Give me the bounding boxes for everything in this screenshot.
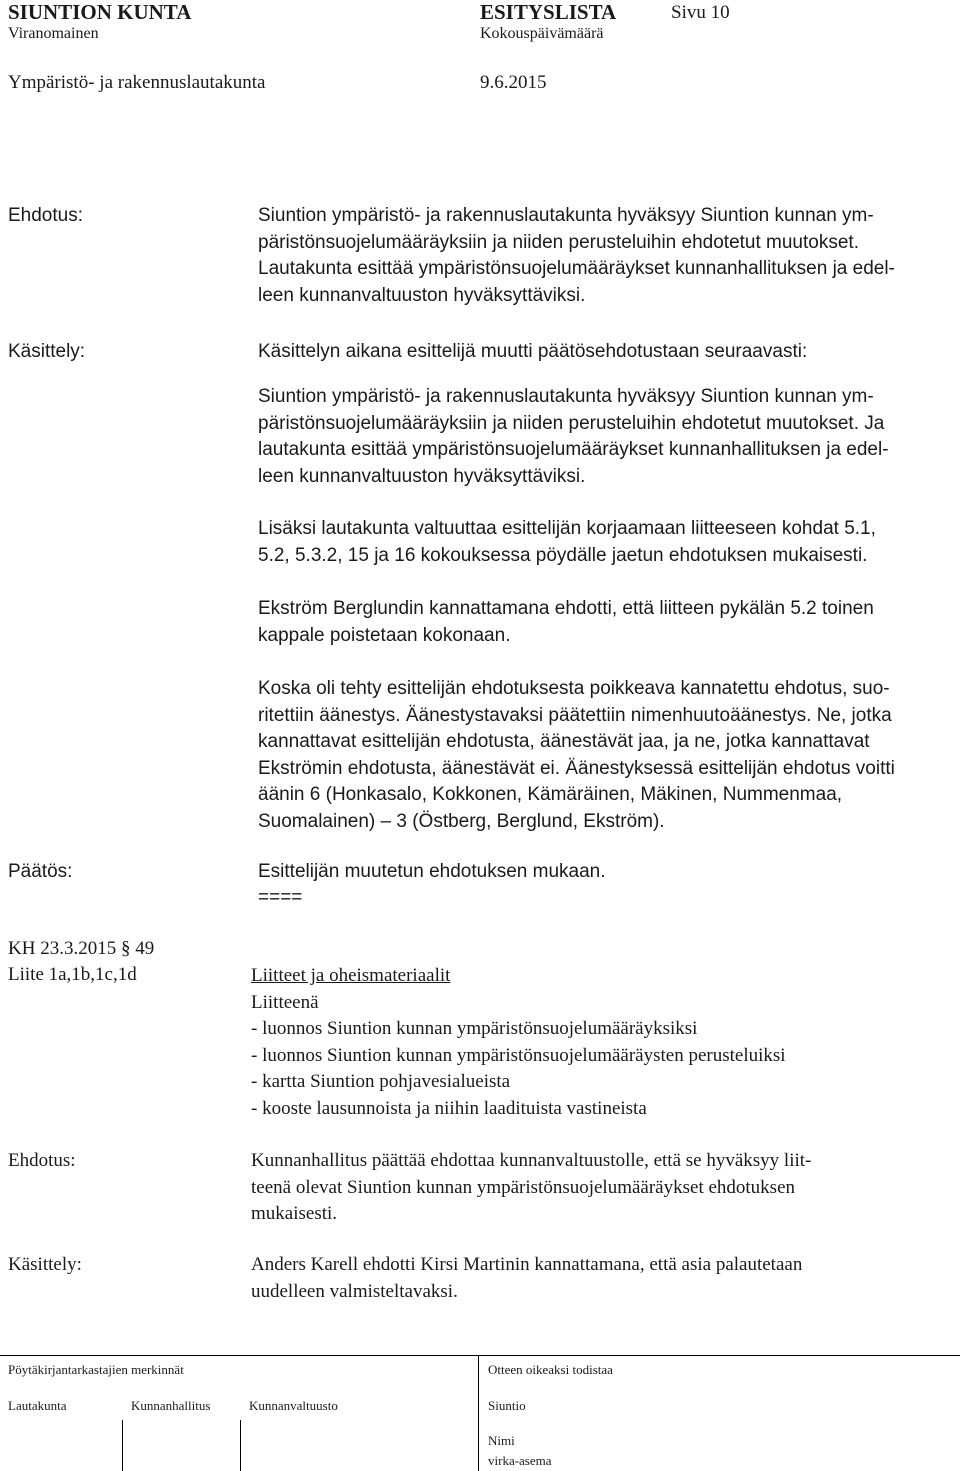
paatos-label: Päätös: bbox=[8, 861, 73, 882]
ehdotus-label: Ehdotus: bbox=[8, 205, 83, 226]
text-line: Suomalainen) – 3 (Östberg, Berglund, Ekström). bbox=[258, 810, 665, 832]
text-line: Siuntion ympäristö- ja rakennuslautakunta hyväksyy Siuntion kunnan ym- bbox=[258, 386, 874, 407]
authority-name: Ympäristö- ja rakennuslautakunta bbox=[8, 72, 266, 93]
text-line: Lautakunta esittää ympäristönsuojelumääräykset kunnanhallituksen ja edel- bbox=[258, 258, 895, 280]
footer-notes-label: Pöytäkirjantarkastajien merkinnät bbox=[8, 1362, 184, 1377]
footer-column-divider bbox=[478, 1355, 479, 1471]
footer-place: Siuntio bbox=[488, 1398, 526, 1413]
reference-kh: KH 23.3.2015 § 49 bbox=[8, 938, 155, 959]
document-type: ESITYSLISTA bbox=[480, 0, 617, 24]
text-line: kannattavat esittelijän ehdotusta, äänestävät jaa, ja ne, jotka kannattavat bbox=[258, 731, 870, 753]
attachment-item: - kartta Siuntion pohjavesialueista bbox=[251, 1071, 511, 1093]
separator: ==== bbox=[258, 887, 303, 908]
authority-label: Viranomainen bbox=[8, 25, 99, 42]
text-line: leen kunnanvaltuuston hyväksyttäviksi. bbox=[258, 465, 586, 487]
kh-ehdotus-text bbox=[251, 1148, 811, 1228]
attachments-block bbox=[251, 963, 786, 1123]
kasittely-label: Käsittely: bbox=[8, 341, 86, 362]
footer-body-lautakunta: Lautakunta bbox=[8, 1398, 67, 1413]
text-line: Siuntion ympäristö- ja rakennuslautakunta hyväksyy Siuntion kunnan ym- bbox=[258, 205, 874, 226]
kasittely-paragraph-2 bbox=[258, 516, 876, 569]
attachment-item: - luonnos Siuntion kunnan ympäristönsuojelumääräysten perusteluiksi bbox=[251, 1044, 786, 1066]
kh-kasittely-text bbox=[251, 1252, 802, 1305]
attachments-heading: Liitteet ja oheismateriaalit bbox=[251, 965, 451, 986]
footer-title-label: virka-asema bbox=[488, 1453, 552, 1468]
text-line: mukaisesti. bbox=[251, 1203, 338, 1225]
attachment-item: - luonnos Siuntion kunnan ympäristönsuojelumääräyksiksi bbox=[251, 1018, 698, 1040]
text-line: Koska oli tehty esittelijän ehdotuksesta poikkeava kannatettu ehdotus, suo- bbox=[258, 678, 890, 699]
text-line: äänin 6 (Honkasalo, Kokkonen, Kämäräinen, Mäkinen, Nummenmaa, bbox=[258, 784, 843, 806]
footer-certified-label: Otteen oikeaksi todistaa bbox=[488, 1362, 613, 1377]
municipality-name: SIUNTION KUNTA bbox=[8, 0, 192, 24]
footer-left-vertical bbox=[122, 1420, 123, 1471]
footer-name-label: Nimi bbox=[488, 1433, 515, 1448]
footer-mid-vertical bbox=[240, 1420, 241, 1471]
text-line: Kunnanhallitus päättää ehdottaa kunnanvaltuustolle, että se hyväksyy liit- bbox=[251, 1150, 812, 1171]
kh-kasittely-label: Käsittely: bbox=[8, 1254, 82, 1275]
text-line: päristönsuojelumääräyksiin ja niiden perusteluihin ehdotetut muutokset. bbox=[258, 231, 859, 253]
kh-ehdotus-label: Ehdotus: bbox=[8, 1150, 76, 1171]
kasittely-intro: Käsittelyn aikana esittelijä muutti päätösehdotustaan seuraavasti: bbox=[258, 341, 808, 362]
attachments-subheading: Liitteenä bbox=[251, 991, 319, 1013]
text-line: Anders Karell ehdotti Kirsi Martinin kannattamana, että asia palautetaan bbox=[251, 1254, 803, 1275]
kasittely-paragraph-3 bbox=[258, 596, 874, 649]
text-line: teenä olevat Siuntion kunnan ympäristönsuojelumääräykset ehdotuksen bbox=[251, 1176, 796, 1198]
footer-body-kunnanhallitus: Kunnanhallitus bbox=[131, 1398, 211, 1413]
kasittely-paragraph-1 bbox=[258, 384, 889, 490]
reference-attachments: Liite 1a,1b,1c,1d bbox=[8, 964, 137, 985]
footer-divider bbox=[0, 1355, 960, 1356]
text-line: uudelleen valmisteltavaksi. bbox=[251, 1280, 458, 1302]
page-number: Sivu 10 bbox=[671, 2, 730, 23]
meeting-date: 9.6.2015 bbox=[480, 72, 547, 93]
text-line: Lisäksi lautakunta valtuuttaa esittelijän korjaamaan liitteeseen kohdat 5.1, bbox=[258, 518, 876, 539]
paatos-text: Esittelijän muutetun ehdotuksen mukaan. bbox=[258, 861, 606, 882]
date-label: Kokouspäivämäärä bbox=[480, 25, 604, 42]
text-line: Ekström Berglundin kannattamana ehdotti, että liitteen pykälän 5.2 toinen bbox=[258, 598, 874, 619]
text-line: 5.2, 5.3.2, 15 ja 16 kokouksessa pöydälle jaetun ehdotuksen mukaisesti. bbox=[258, 544, 868, 566]
text-line: kappale poistetaan kokonaan. bbox=[258, 624, 511, 646]
text-line: lautakunta esittää ympäristönsuojelumääräykset kunnanhallituksen ja edel- bbox=[258, 439, 889, 461]
text-line: ritettiin äänestys. Äänestystavaksi päätettiin nimenhuutoäänestys. Ne, jotka bbox=[258, 704, 892, 726]
text-line: Ekströmin ehdotusta, äänestävät ei. Äänestyksessä esittelijän ehdotus voitti bbox=[258, 757, 895, 779]
text-line: päristönsuojelumääräyksiin ja niiden perusteluihin ehdotetut muutokset. Ja bbox=[258, 412, 885, 434]
ehdotus-text bbox=[258, 203, 895, 309]
kasittely-paragraph-4 bbox=[258, 676, 895, 836]
text-line: leen kunnanvaltuuston hyväksyttäviksi. bbox=[258, 284, 586, 306]
attachment-item: - kooste lausunnoista ja niihin laadituista vastineista bbox=[251, 1097, 647, 1119]
footer-body-kunnanvaltuusto: Kunnanvaltuusto bbox=[249, 1398, 338, 1413]
